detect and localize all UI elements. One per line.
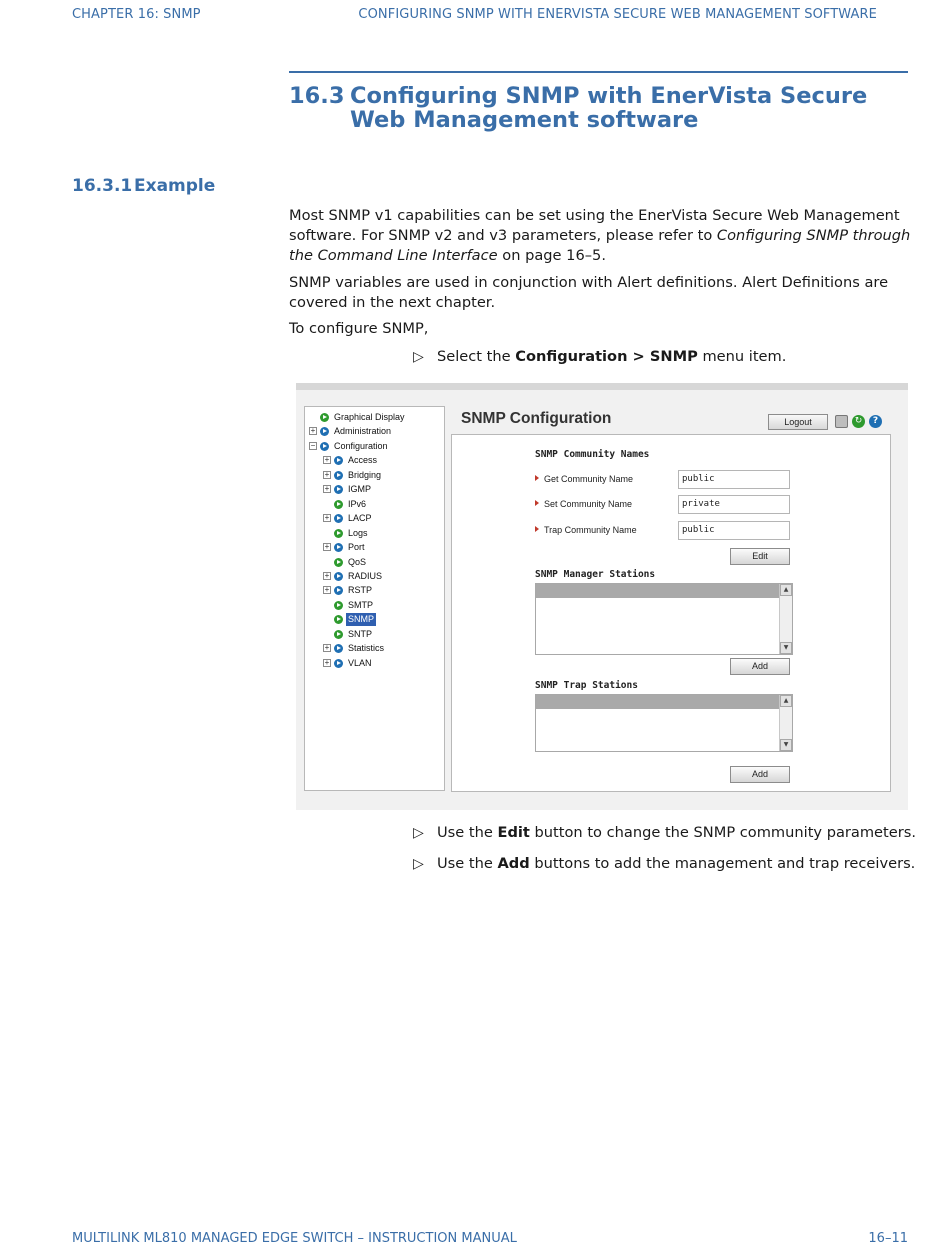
community-names-title: SNMP Community Names [535, 449, 650, 460]
folder-icon [334, 644, 343, 653]
page-icon [334, 500, 343, 509]
page-icon [334, 630, 343, 639]
tree-item-label: Statistics [348, 643, 385, 654]
arrow-icon [535, 500, 539, 506]
step-add-buttons [413, 854, 915, 874]
tree-item-label: Port [348, 542, 365, 553]
subsection-heading [72, 176, 215, 196]
navigation-tree [304, 406, 445, 791]
page-icon [334, 558, 343, 567]
expand-icon[interactable]: + [324, 643, 330, 653]
list-header [536, 584, 779, 598]
trap-add-button[interactable]: Add [730, 766, 790, 783]
expand-icon[interactable]: + [324, 542, 330, 552]
step-select-menu [413, 347, 786, 367]
scroll-down-icon[interactable]: ▼ [780, 739, 792, 751]
step-text: Select the [437, 348, 516, 365]
manager-stations-list[interactable] [535, 583, 793, 655]
folder-icon [334, 456, 343, 465]
tree-item-label: LACP [348, 513, 372, 524]
expand-icon[interactable]: + [324, 469, 330, 479]
folder-icon [320, 442, 329, 451]
arrow-icon [535, 475, 539, 481]
intro-paragraph [289, 206, 914, 266]
step-text: button to change the SNMP community parameters. [529, 824, 916, 841]
folder-icon [334, 572, 343, 581]
tree-item-label: SMTP [348, 599, 374, 610]
scroll-up-icon[interactable]: ▲ [780, 584, 792, 596]
footer-page-number: 16–11 [868, 1231, 908, 1246]
running-header-chapter: CHAPTER 16: SNMP [72, 7, 201, 22]
tree-item-label: Graphical Display [334, 412, 405, 422]
tree-item-label: Logs [348, 527, 368, 538]
tree-item-label: QoS [348, 556, 367, 567]
folder-icon [334, 543, 343, 552]
list-header [536, 695, 779, 709]
trap-community-input[interactable]: public [678, 521, 790, 540]
step-bold-text: Add [497, 855, 530, 872]
expand-icon[interactable]: + [324, 513, 330, 523]
tree-item-label: SNTP [348, 628, 373, 639]
manager-add-button[interactable]: Add [730, 658, 790, 675]
expand-icon[interactable]: + [324, 657, 330, 667]
snmp-config-screenshot [296, 383, 908, 810]
folder-icon [320, 427, 329, 436]
manager-stations-title: SNMP Manager Stations [535, 569, 656, 580]
page-icon [334, 529, 343, 538]
expand-icon[interactable]: + [324, 570, 330, 580]
folder-icon [334, 586, 343, 595]
scroll-up-icon[interactable]: ▲ [780, 695, 792, 707]
folder-icon [334, 485, 343, 494]
set-community-input[interactable]: private [678, 495, 790, 514]
scrollbar[interactable] [779, 695, 792, 751]
tree-item-label: Configuration [334, 440, 388, 451]
configure-paragraph: To configure SNMP, [289, 320, 429, 337]
expand-icon[interactable]: + [324, 585, 330, 595]
folder-icon [334, 471, 343, 480]
save-icon[interactable] [835, 415, 848, 428]
intro-text-b: on page 16–5. [497, 247, 606, 264]
subsection-title: Example [134, 176, 216, 196]
step-triangle-icon: ▷ [413, 349, 424, 365]
step-text: menu item. [697, 348, 787, 365]
folder-icon [334, 659, 343, 668]
step-edit-button [413, 823, 916, 843]
help-icon[interactable]: ? [869, 415, 882, 428]
tree-item-label: SNMP [348, 614, 375, 625]
alert-paragraph: SNMP variables are used in conjunction with Alert definitions. Alert Definitions are covered in the next chapter. [289, 274, 889, 311]
expand-icon[interactable]: + [324, 484, 330, 494]
expand-icon[interactable]: + [324, 455, 330, 465]
tree-item-label: Access [348, 455, 378, 466]
step-text: Use the [437, 855, 498, 872]
step-bold-text: Configuration > SNMP [515, 348, 698, 365]
get-community-input[interactable]: public [678, 470, 790, 489]
step-triangle-icon: ▷ [413, 825, 424, 841]
section-heading [289, 84, 908, 132]
edit-button[interactable]: Edit [730, 548, 790, 565]
cli-reference-link[interactable]: Configuring SNMP through the Command Line Interface [289, 227, 911, 264]
tree-item-label: Bridging [348, 469, 382, 480]
page-icon [334, 615, 343, 624]
panel-title: SNMP Configuration [461, 410, 612, 427]
field-label-text: Trap Community Name [544, 525, 637, 535]
footer-manual-title: MULTILINK ML810 MANAGED EDGE SWITCH – INSTRUCTION MANUAL [72, 1231, 517, 1246]
arrow-icon [535, 526, 539, 532]
subsection-number: 16.3.1 [72, 176, 133, 196]
trap-stations-title: SNMP Trap Stations [535, 680, 638, 691]
tree-item-label: IGMP [348, 484, 372, 495]
trap-stations-list[interactable] [535, 694, 793, 752]
section-rule [289, 71, 908, 73]
intro-text-a: Most SNMP v1 capabilities can be set using the EnerVista Secure Web Management software. For SNMP v2 and v3 parameters, please refer to [289, 207, 900, 244]
trap-community-label [535, 525, 637, 535]
tree-item-label: RADIUS [348, 570, 383, 581]
tree-item-label: IPv6 [348, 498, 367, 509]
collapse-icon[interactable]: − [310, 440, 316, 450]
scrollbar[interactable] [779, 584, 792, 654]
section-number: 16.3 [289, 83, 345, 109]
page-icon [334, 601, 343, 610]
step-text: Use the [437, 824, 498, 841]
tree-item-label: VLAN [348, 657, 372, 668]
snmp-content-panel [451, 434, 891, 792]
get-community-label [535, 474, 633, 484]
field-label-text: Set Community Name [544, 499, 633, 509]
running-header-section: CONFIGURING SNMP WITH ENERVISTA SECURE WEB MANAGEMENT SOFTWARE [358, 7, 877, 22]
set-community-label [535, 499, 632, 509]
field-label-text: Get Community Name [544, 474, 634, 484]
logout-button[interactable]: Logout [768, 414, 828, 430]
scroll-down-icon[interactable]: ▼ [780, 642, 792, 654]
tree-item-label: Administration [334, 426, 392, 437]
tree-item-label: RSTP [348, 585, 373, 596]
step-triangle-icon: ▷ [413, 856, 424, 872]
expand-icon[interactable]: + [310, 426, 316, 436]
page-icon [320, 413, 329, 422]
step-text: buttons to add the management and trap receivers. [529, 855, 916, 872]
folder-icon [334, 514, 343, 523]
step-bold-text: Edit [497, 824, 530, 841]
section-title: Configuring SNMP with EnerVista Secure Web Management software [350, 83, 868, 133]
refresh-icon[interactable]: ↻ [852, 415, 865, 428]
